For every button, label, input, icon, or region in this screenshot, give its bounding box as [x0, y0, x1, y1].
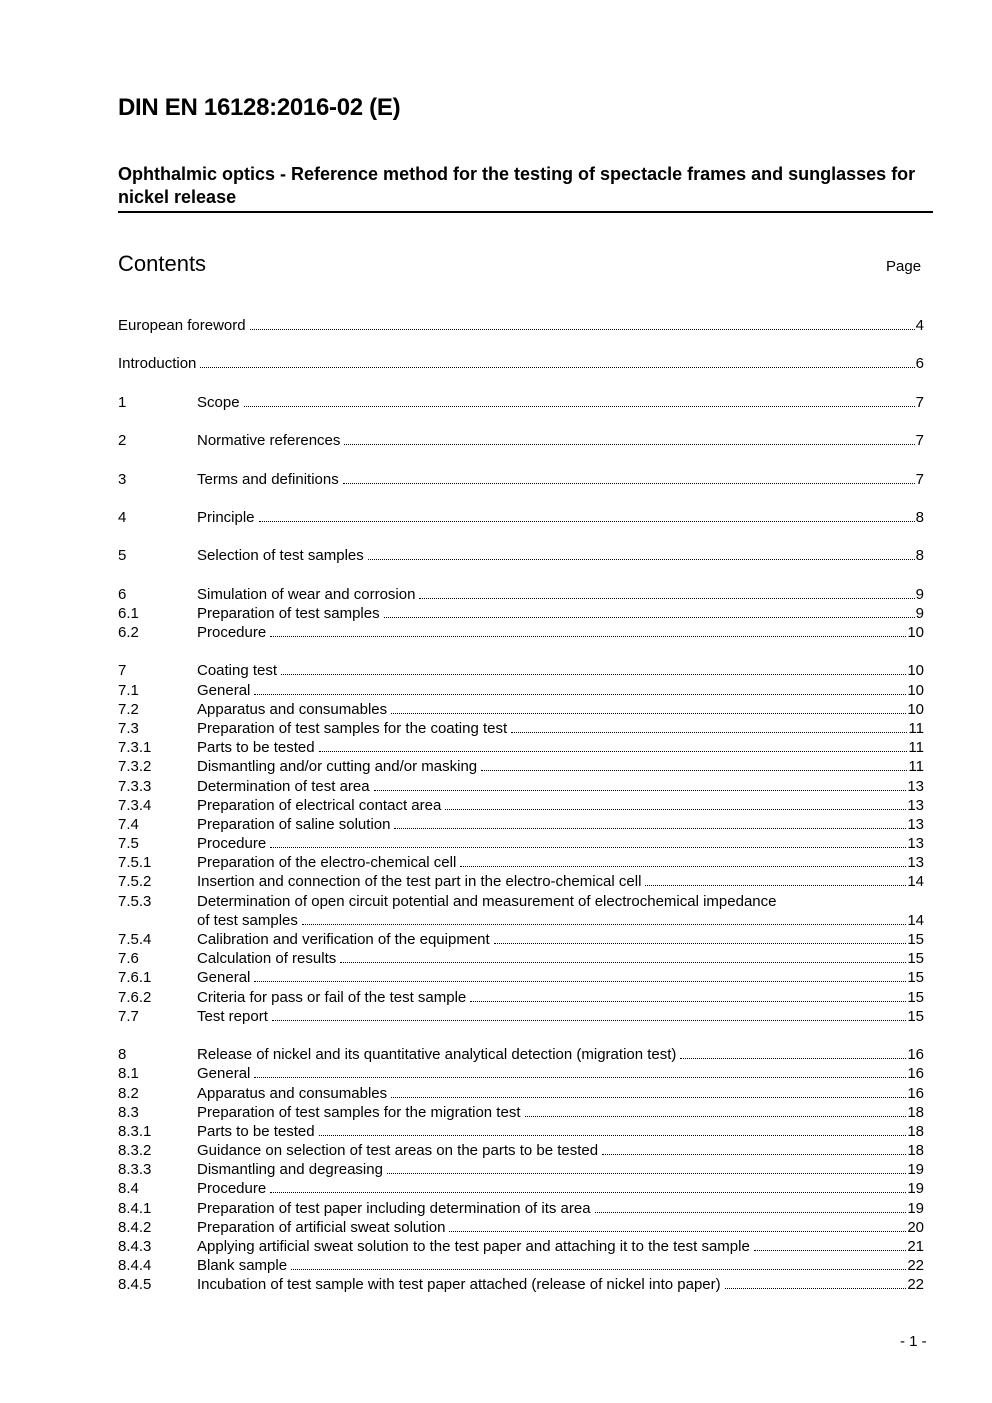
toc-entry-label: Blank sample — [197, 1257, 288, 1275]
toc-entry-page: 18 — [907, 1142, 924, 1160]
toc-entry[interactable] — [118, 1084, 924, 1103]
toc-entry[interactable] — [118, 988, 924, 1007]
toc-entry-number: 7.3 — [118, 719, 139, 737]
toc-entry-page: 9 — [915, 585, 924, 603]
toc-entry-label: Introduction — [118, 355, 197, 373]
toc-entry[interactable] — [118, 872, 924, 891]
toc-entry-page: 11 — [908, 739, 924, 757]
toc-entry-number: 8.3 — [118, 1103, 139, 1121]
toc-entry-label: Preparation of test samples — [197, 604, 380, 622]
toc-entry-number: 8.4.3 — [118, 1238, 152, 1255]
toc-entry-page: 15 — [907, 969, 924, 987]
toc-entry-label: Incubation of test sample with test paper attached (release of nickel into paper) — [197, 1276, 721, 1294]
toc-entry-number: 7.6 — [118, 950, 139, 968]
toc-entry-page: 6 — [915, 355, 924, 373]
toc-entry-label: Coating test — [197, 662, 278, 680]
toc-entry-page: 10 — [907, 681, 924, 699]
toc-entry-number: 8.3.1 — [118, 1122, 152, 1140]
toc-entry[interactable] — [118, 431, 924, 450]
toc-entry-label: Insertion and connection of the test part in the electro-chemical cell — [197, 873, 642, 891]
toc-entry[interactable] — [118, 1064, 924, 1083]
toc-entry-page: 8 — [915, 547, 924, 565]
toc-entry-label: Scope — [197, 393, 240, 411]
toc-entry-number: 8.3.2 — [118, 1142, 152, 1160]
toc-entry-number: 7.5.3 — [118, 892, 152, 910]
toc-entry-number: 7.4 — [118, 815, 139, 833]
toc-entry-page: 7 — [915, 432, 924, 450]
toc-entry-label: General — [197, 1065, 251, 1083]
toc-entry-number: 4 — [118, 508, 127, 526]
toc-entry-page: 13 — [907, 835, 924, 853]
toc-entry[interactable] — [118, 853, 924, 872]
toc-entry-page: 19 — [907, 1180, 924, 1198]
toc-entry-number: 8.4 — [118, 1180, 139, 1198]
toc-entry[interactable] — [118, 604, 924, 623]
toc-entry-label: Guidance on selection of test areas on the parts to be tested — [197, 1142, 599, 1160]
toc-entry-number: 8.2 — [118, 1084, 139, 1102]
toc-entry-label: Principle — [197, 508, 255, 526]
toc-entry-label: Selection of test samples — [197, 547, 364, 565]
toc-entry-number: 7.3.4 — [118, 796, 152, 814]
toc-entry-number: 8.4.4 — [118, 1257, 152, 1275]
toc-entry-page: 11 — [908, 758, 924, 776]
toc-entry-page: 18 — [907, 1103, 924, 1121]
toc-entry-number: 3 — [118, 470, 127, 488]
toc-entry-page: 16 — [907, 1046, 924, 1064]
toc-entry-number: 8.4.1 — [118, 1199, 152, 1217]
toc-entry-continuation[interactable] — [118, 911, 924, 930]
toc-entry-page: 7 — [915, 470, 924, 488]
toc-entry-number: 7.6.2 — [118, 988, 152, 1006]
toc-entry[interactable] — [118, 796, 924, 815]
toc-entry[interactable] — [118, 354, 924, 373]
toc-entry-label: Calculation of results — [197, 950, 337, 968]
toc-entry[interactable] — [118, 949, 924, 968]
toc-entry-page: 10 — [907, 700, 924, 718]
toc-entry-number: 7.5.2 — [118, 873, 152, 891]
toc-entry[interactable] — [118, 834, 924, 853]
toc-entry-number: 8.1 — [118, 1065, 139, 1083]
table-of-contents — [118, 316, 924, 1295]
toc-entry-label: Procedure — [197, 624, 267, 641]
toc-entry[interactable] — [118, 892, 924, 911]
toc-entry[interactable] — [118, 777, 924, 796]
toc-entry-page: 18 — [907, 1122, 924, 1140]
toc-entry[interactable] — [118, 1237, 924, 1256]
toc-entry[interactable] — [118, 508, 924, 527]
toc-entry-label-continued: of test samples — [197, 911, 298, 929]
toc-entry-label: European foreword — [118, 317, 246, 334]
toc-entry-label: Preparation of electrical contact area — [197, 796, 442, 814]
toc-entry-label: Parts to be tested — [197, 739, 315, 757]
document-code: DIN EN 16128:2016-02 (E) — [118, 94, 401, 121]
toc-entry[interactable] — [118, 1256, 924, 1275]
toc-entry-page: 22 — [907, 1257, 924, 1275]
toc-entry-page: 13 — [907, 777, 924, 795]
toc-entry-page: 14 — [907, 873, 924, 891]
toc-entry-page: 19 — [907, 1199, 924, 1217]
toc-entry-number: 8 — [118, 1046, 127, 1064]
toc-entry-label: Dismantling and degreasing — [197, 1161, 383, 1179]
toc-entry-number: 7.2 — [118, 700, 139, 718]
toc-entry[interactable] — [118, 1275, 924, 1294]
toc-entry-label: Preparation of test samples for the migration test — [197, 1103, 521, 1121]
toc-entry-label: Determination of test area — [197, 777, 370, 795]
toc-entry-page: 19 — [907, 1161, 924, 1179]
toc-entry[interactable] — [118, 930, 924, 949]
toc-entry[interactable] — [118, 623, 924, 642]
toc-entry-number: 7.5.4 — [118, 931, 152, 948]
toc-entry-label: Dismantling and/or cutting and/or masking — [197, 758, 478, 776]
toc-entry-label: Simulation of wear and corrosion — [197, 585, 416, 603]
toc-entry[interactable] — [118, 1160, 924, 1179]
toc-entry-label: Terms and definitions — [197, 470, 339, 488]
page-number: - 1 - — [900, 1333, 927, 1350]
toc-entry-label: Test report — [197, 1007, 268, 1025]
toc-entry-number: 5 — [118, 547, 127, 565]
toc-entry-number: 6 — [118, 585, 127, 603]
toc-entry[interactable] — [118, 1199, 924, 1218]
contents-heading: Contents — [118, 251, 207, 276]
toc-entry[interactable] — [118, 968, 924, 987]
toc-entry-page: 15 — [907, 931, 924, 948]
toc-entry-number: 7.3.1 — [118, 739, 152, 757]
toc-entry[interactable] — [118, 470, 924, 489]
toc-entry-label: Preparation of artificial sweat solution — [197, 1218, 446, 1236]
toc-entry-number: 2 — [118, 432, 127, 450]
toc-entry-number: 1 — [118, 393, 127, 411]
toc-entry-label: Procedure — [197, 835, 267, 853]
toc-entry-page: 7 — [915, 393, 924, 411]
toc-entry-number: 8.4.5 — [118, 1276, 152, 1294]
toc-entry-page: 10 — [907, 624, 924, 641]
toc-entry-page: 22 — [907, 1276, 924, 1294]
toc-entry[interactable] — [118, 757, 924, 776]
toc-entry-label: Normative references — [197, 432, 341, 450]
toc-entry-label: Determination of open circuit potential and measurement of electrochemical impedance — [197, 892, 777, 910]
toc-entry[interactable] — [118, 316, 924, 335]
toc-entry-page: 13 — [907, 796, 924, 814]
toc-entry[interactable] — [118, 681, 924, 700]
toc-entry[interactable] — [118, 546, 924, 565]
toc-entry[interactable] — [118, 738, 924, 757]
toc-entry-page: 16 — [907, 1065, 924, 1083]
toc-entry-number: 7.3.2 — [118, 758, 152, 776]
toc-entry-label: Preparation of the electro-chemical cell — [197, 854, 457, 872]
toc-entry-label: Criteria for pass or fail of the test sample — [197, 988, 467, 1006]
toc-entry-number: 6.2 — [118, 624, 139, 641]
toc-entry-number: 8.4.2 — [118, 1218, 152, 1236]
toc-entry-number: 7.1 — [118, 681, 139, 699]
toc-entry[interactable] — [118, 1179, 924, 1198]
toc-entry-page: 21 — [907, 1238, 924, 1255]
page-column-heading: Page — [886, 258, 922, 275]
toc-entry-label: Release of nickel and its quantitative analytical detection (migration test) — [197, 1046, 677, 1064]
toc-entry-label: Apparatus and consumables — [197, 700, 388, 718]
toc-entry[interactable] — [118, 1045, 924, 1064]
toc-entry[interactable] — [118, 719, 924, 738]
toc-entry-number: 7.6.1 — [118, 969, 152, 987]
toc-entry[interactable] — [118, 393, 924, 412]
toc-entry-page: 13 — [907, 854, 924, 872]
toc-entry[interactable] — [118, 1218, 924, 1237]
toc-entry-page: 15 — [907, 950, 924, 968]
toc-entry-label: Procedure — [197, 1180, 267, 1198]
toc-entry-page: 15 — [907, 988, 924, 1006]
toc-entry-label: Preparation of saline solution — [197, 815, 391, 833]
toc-entry-page: 15 — [907, 1007, 924, 1025]
toc-entry-page: 4 — [915, 317, 924, 334]
toc-entry-label: Calibration and verification of the equipment — [197, 931, 490, 948]
toc-entry-number: 7.3.3 — [118, 777, 152, 795]
toc-entry-label: Preparation of test paper including determination of its area — [197, 1199, 591, 1217]
document-title: Ophthalmic optics - Reference method for the testing of spectacle frames and sunglasses for nickel release — [118, 163, 933, 213]
toc-entry-page: 13 — [907, 815, 924, 833]
toc-entry-number: 7.5.1 — [118, 854, 152, 872]
toc-entry[interactable] — [118, 700, 924, 719]
toc-entry-label: Preparation of test samples for the coating test — [197, 719, 508, 737]
toc-entry-page: 10 — [907, 662, 924, 680]
toc-entry[interactable] — [118, 661, 924, 680]
toc-entry-label: General — [197, 969, 251, 987]
toc-entry-page: 8 — [915, 508, 924, 526]
toc-entry[interactable] — [118, 1141, 924, 1160]
toc-entry-label: Apparatus and consumables — [197, 1084, 388, 1102]
toc-entry-page: 20 — [907, 1218, 924, 1236]
toc-entry-label: Parts to be tested — [197, 1122, 315, 1140]
toc-entry-number: 8.3.3 — [118, 1161, 152, 1179]
toc-entry[interactable] — [118, 1007, 924, 1026]
toc-entry-number: 7.5 — [118, 835, 139, 853]
toc-entry-number: 6.1 — [118, 604, 139, 622]
toc-entry-page: 11 — [908, 719, 924, 737]
toc-entry-label: Applying artificial sweat solution to the test paper and attaching it to the test sample — [197, 1238, 750, 1255]
toc-entry-page: 14 — [907, 911, 924, 929]
toc-entry[interactable] — [118, 585, 924, 604]
toc-entry-page: 16 — [907, 1084, 924, 1102]
toc-entry-number: 7.7 — [118, 1007, 139, 1025]
toc-entry-number: 7 — [118, 662, 127, 680]
toc-entry[interactable] — [118, 815, 924, 834]
toc-entry[interactable] — [118, 1122, 924, 1141]
toc-entry-label: General — [197, 681, 251, 699]
toc-entry[interactable] — [118, 1103, 924, 1122]
toc-entry-page: 9 — [915, 604, 924, 622]
